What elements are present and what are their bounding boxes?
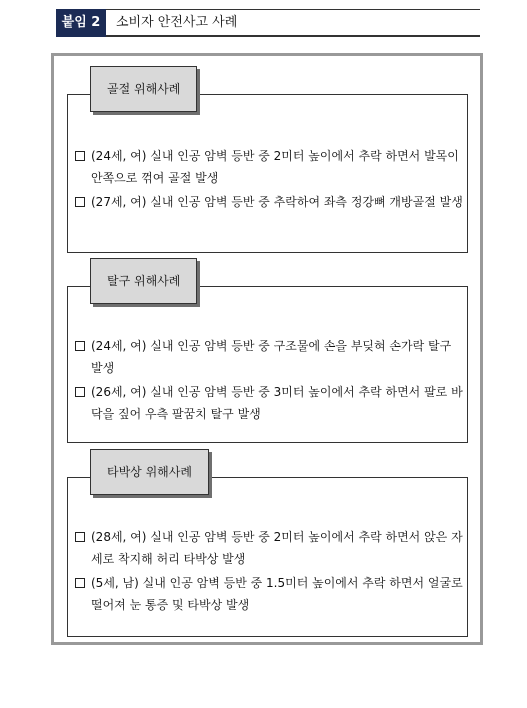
checkbox-icon [75,387,85,397]
section-fracture-cases [67,82,468,253]
checkbox-icon [75,341,85,351]
page-title: 소비자 안전사고 사례 [116,15,238,30]
fracture-case-list [72,145,463,215]
checkbox-icon [75,197,85,207]
case-item [72,526,463,570]
section-label-dislocation: 탈구 위해사례 [90,258,197,304]
section-bruise-cases [67,465,468,637]
header-rule-bottom [106,35,480,37]
attachment-badge: 붙임 2 [56,9,106,37]
checkbox-icon [75,151,85,161]
case-item [72,191,463,213]
case-text: (24세, 여) 실내 인공 암벽 등반 중 구조물에 손을 부딪혀 손가락 탈구 발생 [91,339,452,375]
case-text: (27세, 여) 실내 인공 암벽 등반 중 추락하여 좌측 정강뼈 개방골절 발생 [91,195,463,209]
case-item [72,572,463,616]
case-item [72,381,463,425]
case-item [72,145,463,189]
case-text: (5세, 남) 실내 인공 암벽 등반 중 1.5미터 높이에서 추락 하면서 얼굴로 떨어져 눈 통증 및 타박상 발생 [91,576,463,612]
checkbox-icon [75,578,85,588]
attachment-header [56,9,480,37]
case-text: (28세, 여) 실내 인공 암벽 등반 중 2미터 높이에서 추락 하면서 앉은 자세로 착지해 허리 타박상 발생 [91,530,463,566]
case-text: (26세, 여) 실내 인공 암벽 등반 중 3미터 높이에서 추락 하면서 팔로 바닥을 짚어 우측 팔꿈치 탈구 발생 [91,385,463,421]
section-label-fracture: 골절 위해사례 [90,66,197,112]
checkbox-icon [75,532,85,542]
section-label-bruise: 타박상 위해사례 [90,449,209,495]
case-text: (24세, 여) 실내 인공 암벽 등반 중 2미터 높이에서 추락 하면서 발목이 안쪽으로 꺾여 골절 발생 [91,149,459,185]
section-dislocation-cases [67,274,468,443]
case-item [72,335,463,379]
bruise-case-list [72,526,463,618]
cases-frame [51,53,483,645]
dislocation-case-list [72,335,463,427]
